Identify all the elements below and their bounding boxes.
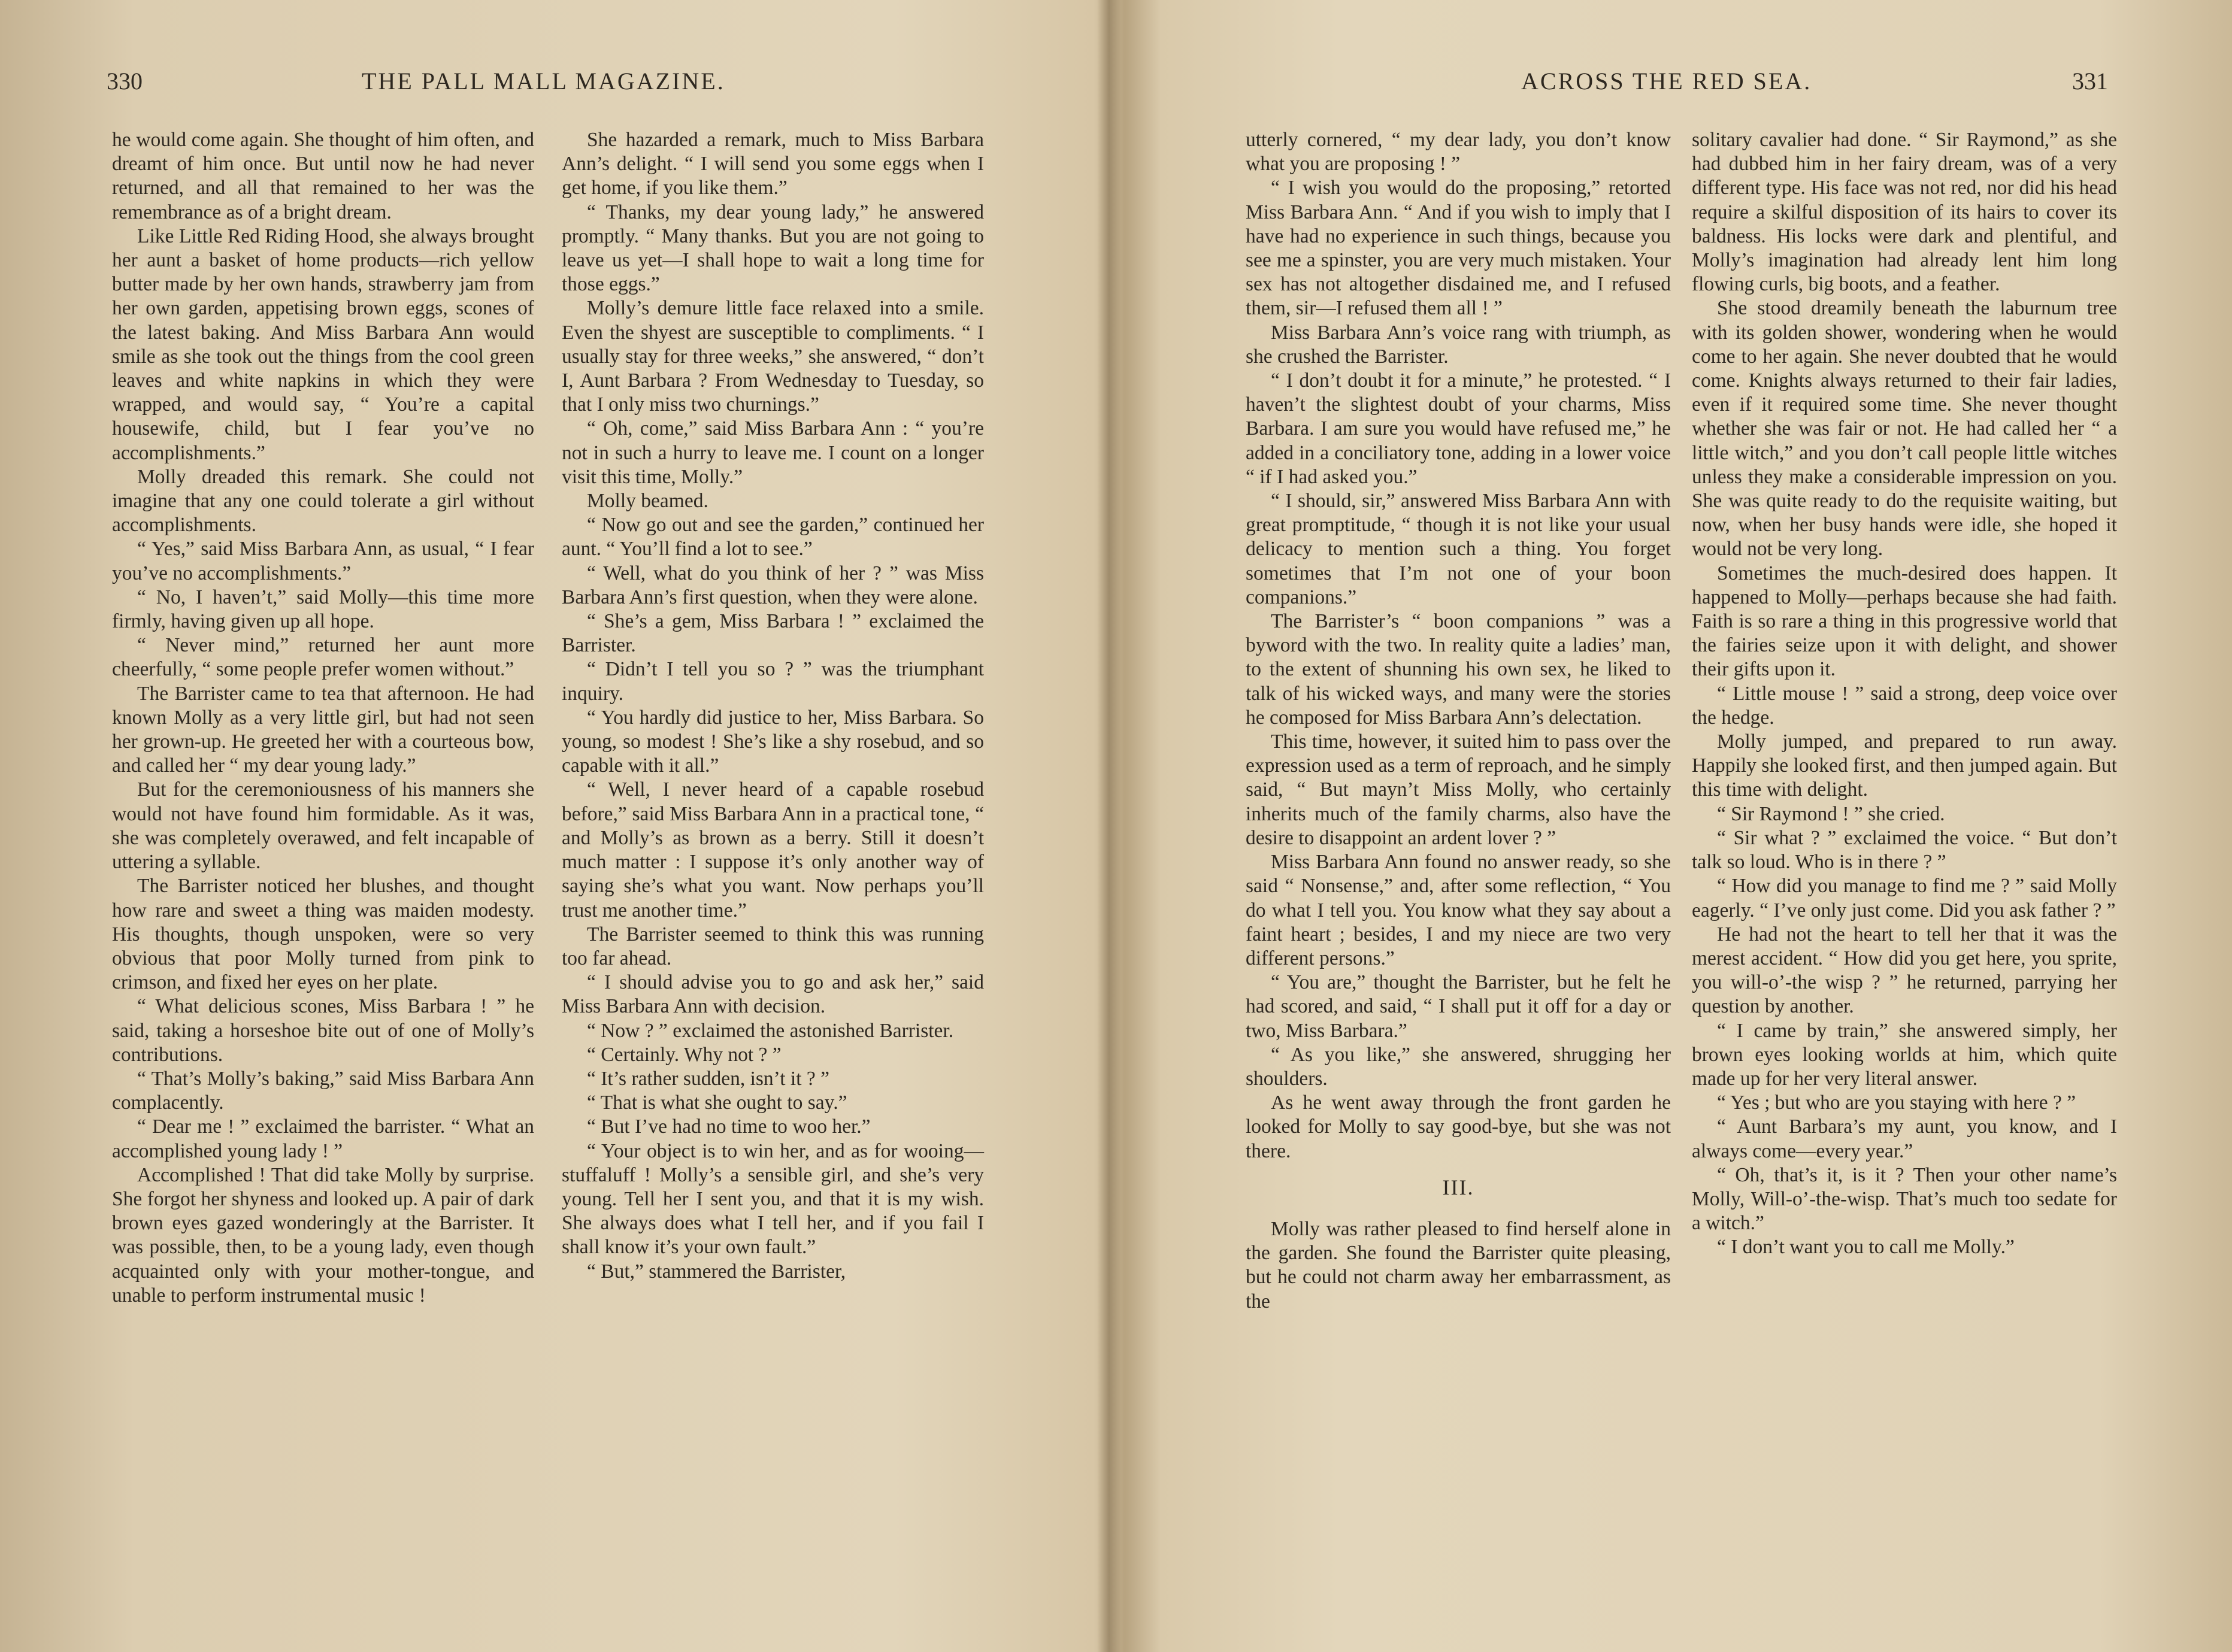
paragraph: Molly was rather pleased to find herself alone in the garden. She found the Barrister quite pleasing, but he could not charm away her embarrassment, as the bbox=[1246, 1217, 1671, 1312]
paragraph: “ As you like,” she answered, shrugging her shoulders. bbox=[1246, 1043, 1671, 1090]
right-column-1 bbox=[1246, 128, 1671, 1314]
paragraph: “ Now ? ” exclaimed the astonished Barrister. bbox=[587, 1019, 954, 1042]
paragraph: “ I should, sir,” answered Miss Barbara Ann with great promptitude, “ though it is not like your usual delicacy to mention such a thing. You forget sometimes that I’m not one of your boon companions.” bbox=[1246, 490, 1671, 608]
paragraph: He had not the heart to tell her that it was the merest accident. “ How did you get here, you sprite, you will-o’-the wisp ? ” he returned, parrying her question by another. bbox=[1692, 923, 2117, 1018]
paragraph: “ You are,” thought the Barrister, but he felt he had scored, and said, “ I shall put it off for a day or two, Miss Barbara.” bbox=[1246, 971, 1671, 1042]
paragraph: “ Didn’t I tell you so ? ” was the triumphant inquiry. bbox=[562, 658, 984, 705]
paragraph: Miss Barbara Ann’s voice rang with triumph, as she crushed the Barrister. bbox=[1246, 321, 1671, 368]
paragraph: “ Aunt Barbara’s my aunt, you know, and I always come—every year.” bbox=[1692, 1116, 2117, 1162]
paragraph: Molly’s demure little face relaxed into a smile. Even the shyest are susceptible to compliments. “ I usually stay for three weeks,” she answered, “ don’t I, Aunt Barbara ? From Wednesday to Tuesday, so that I only miss two churnings.” bbox=[562, 297, 984, 416]
paragraph: “ No, I haven’t,” said Molly—this time more firmly, having given up all hope. bbox=[112, 586, 534, 633]
paragraph: “ Sir Raymond ! ” she cried. bbox=[1717, 802, 1945, 825]
paragraph: Molly dreaded this remark. She could not imagine that any one could tolerate a girl without accomplishments. bbox=[112, 465, 534, 536]
page-number-left: 330 bbox=[107, 68, 143, 95]
paragraph: “ Now go out and see the garden,” continued her aunt. “ You’ll find a lot to see.” bbox=[562, 514, 984, 560]
paragraph: “ I came by train,” she answered simply, her brown eyes looking worlds at him, which quite made up for her very literal answer. bbox=[1692, 1019, 2117, 1090]
paragraph: But for the ceremoniousness of his manners she would not have found him formidable. As it was, she was completely overawed, and felt incapable of uttering a syllable. bbox=[112, 778, 534, 874]
paragraph: “ Little mouse ! ” said a strong, deep voice over the hedge. bbox=[1692, 682, 2117, 729]
paragraph: “ Oh, come,” said Miss Barbara Ann : “ you’re not in such a hurry to leave me. I count on a longer visit this time, Molly.” bbox=[562, 417, 984, 488]
paragraph: As he went away through the front garden he looked for Molly to say good-bye, but she was not there. bbox=[1246, 1092, 1671, 1162]
paragraph: utterly cornered, “ my dear lady, you don’t know what you are proposing ! ” bbox=[1246, 129, 1671, 175]
paragraph: “ She’s a gem, Miss Barbara ! ” exclaimed the Barrister. bbox=[562, 610, 984, 657]
paragraph: Sometimes the much-desired does happen. It happened to Molly—perhaps because she had faith. Faith is so rare a thing in this progressive world that the fairies seize upon it with delight, and shower their gifts upon it. bbox=[1692, 562, 2117, 681]
paragraph: “ I don’t want you to call me Molly.” bbox=[1717, 1236, 2015, 1259]
paragraph: “ I wish you would do the proposing,” retorted Miss Barbara Ann. “ And if you wish to imply that I have had no experience in such things, because you see me a spinster, you are very much mistaken. Your sex has not altogether disdained me, and I refused them, sir—I refused them all ! ” bbox=[1246, 177, 1671, 320]
paragraph: “ You hardly did justice to her, Miss Barbara. So young, so modest ! She’s like a shy rosebud, and so capable with it all.” bbox=[562, 706, 984, 777]
paragraph: “ That’s Molly’s baking,” said Miss Barbara Ann complacently. bbox=[112, 1067, 534, 1114]
paragraph: She hazarded a remark, much to Miss Barbara Ann’s delight. “ I will send you some eggs when I get home, if you like them.” bbox=[562, 129, 984, 199]
page-number-right: 331 bbox=[2072, 68, 2108, 95]
paragraph: “ Never mind,” returned her aunt more cheerfully, “ some people prefer women without.” bbox=[112, 634, 534, 681]
paragraph: “ Sir what ? ” exclaimed the voice. “ But don’t talk so loud. Who is in there ? ” bbox=[1692, 826, 2117, 874]
paragraph: Molly beamed. bbox=[587, 490, 708, 513]
paragraph: Accomplished ! That did take Molly by surprise. She forgot her shyness and looked up. A pair of dark brown eyes gazed wonderingly at the Barrister. It was possible, then, to be a young lady, even though acquainted only with your mother-tongue, and unable to perform instrumental music ! bbox=[112, 1163, 534, 1307]
paragraph: The Barrister came to tea that afternoon. He had known Molly as a very little girl, but had not seen her grown-up. He greeted her with a courteous bow, and called her “ my dear young lady.” bbox=[112, 682, 534, 777]
paragraph: “ But I’ve had no time to woo her.” bbox=[587, 1116, 871, 1138]
paragraph: Like Little Red Riding Hood, she always brought her aunt a basket of home products—rich yellow butter made by her own hands, strawberry jam from her own garden, appetising brown eggs, scones of the latest baking. And Miss Barbara Ann would smile as she took out the things from the cool green leaves and white napkins in which they were wrapped, and would say, “ You’re a capital housewife, child, but I fear you’ve no accomplishments.” bbox=[112, 225, 534, 464]
left-column-2 bbox=[562, 128, 984, 1284]
paragraph: The Barrister noticed her blushes, and thought how rare and sweet a thing was maiden modesty. His thoughts, though unspoken, were so very obvious that poor Molly turned from pink to crimson, and fixed her eyes on her plate. bbox=[112, 875, 534, 994]
paragraph: he would come again. She thought of him often, and dreamt of him once. But until now he had never returned, and all that remained to her was the remembrance as of a bright dream. bbox=[112, 129, 534, 223]
paragraph: “ What delicious scones, Miss Barbara ! ” he said, taking a horseshoe bite out of one of Molly’s contributions. bbox=[112, 995, 534, 1066]
paragraph: “ How did you manage to find me ? ” said Molly eagerly. “ I’ve only just come. Did you ask father ? ” bbox=[1692, 875, 2117, 922]
running-head-right: ACROSS THE RED SEA. bbox=[1521, 68, 1812, 95]
paragraph: “ Yes,” said Miss Barbara Ann, as usual, “ I fear you’ve no accomplishments.” bbox=[112, 538, 534, 584]
paragraph: “ Well, I never heard of a capable rosebud before,” said Miss Barbara Ann in a practical tone, “ and Molly’s as brown as a berry. Still it doesn’t much matter : I suppose it’s only another way of saying she’s what you want. Now perhaps you’ll trust me another time.” bbox=[562, 778, 984, 922]
paragraph: “ But,” stammered the Barrister, bbox=[587, 1260, 846, 1283]
paragraph: Miss Barbara Ann found no answer ready, so she said “ Nonsense,” and, after some reflection, “ You do what I tell you. You know what they say about a faint heart ; besides, I and my niece are two very different persons.” bbox=[1246, 851, 1671, 969]
section-heading: III. bbox=[1442, 1175, 1474, 1199]
left-page bbox=[0, 0, 1108, 1652]
paragraph: “ Yes ; but who are you staying with here ? ” bbox=[1717, 1092, 2076, 1114]
left-column-1 bbox=[112, 128, 534, 1308]
right-page bbox=[1126, 0, 2232, 1652]
paragraph: This time, however, it suited him to pass over the expression used as a term of reproach, and he simply said, “ But mayn’t Miss Molly, who certainly inherits much of the family charms, also have the desire to disappoint an ardent lover ? ” bbox=[1246, 730, 1671, 849]
paragraph: “ Certainly. Why not ? ” bbox=[587, 1043, 782, 1066]
paragraph: Molly jumped, and prepared to run away. Happily she looked first, and then jumped again. But this time with delight. bbox=[1692, 730, 2117, 801]
paragraph: solitary cavalier had done. “ Sir Raymond,” as she had dubbed him in her fairy dream, was of a very different type. His face was not red, nor did his head require a skilful disposition of its hairs to cover its baldness. His locks were dark and plentiful, and Molly’s imagination had already lent him long flowing curls, big boots, and a feather. bbox=[1692, 129, 2117, 296]
paragraph: The Barrister’s “ boon companions ” was a byword with the two. In reality quite a ladies’ man, to the extent of shunning his own sex, he liked to talk of his wicked ways, and many were the stories he composed for Miss Barbara Ann’s delectation. bbox=[1246, 610, 1671, 729]
paragraph: “ Thanks, my dear young lady,” he answered promptly. “ Many thanks. But you are not going to leave us yet—I shall hope to wait a long time for those eggs.” bbox=[562, 201, 984, 296]
running-head-left: THE PALL MALL MAGAZINE. bbox=[362, 68, 725, 95]
paragraph: “ It’s rather sudden, isn’t it ? ” bbox=[587, 1067, 829, 1090]
paragraph: “ Your object is to win her, and as for wooing—stuffaluff ! Molly’s a sensible girl, and she’s very young. Tell her I sent you, and that it is my wish. She always does what I tell her, and if you fail I shall know it’s your own fault.” bbox=[562, 1139, 984, 1259]
paragraph: “ I should advise you to go and ask her,” said Miss Barbara Ann with decision. bbox=[562, 971, 984, 1018]
right-column-2 bbox=[1692, 128, 2117, 1260]
paragraph: “ I don’t doubt it for a minute,” he protested. “ I haven’t the slightest doubt of your charms, Miss Barbara. I am sure you would have refused me,” he added in a conciliatory tone, adding in a lower voice “ if I had asked you.” bbox=[1246, 369, 1671, 488]
paragraph: She stood dreamily beneath the laburnum tree with its golden shower, wondering when he would come to her again. She never doubted that he would come. Knights always returned to their fair ladies, even if it required some time. She never thought whether she was fair or not. He had called her “ a little witch,” and you don’t call people little witches unless they make a considerable impression on you. She was quite ready to do the requisite waiting, but now, when her busy hands were idle, she hoped it would not be very long. bbox=[1692, 297, 2117, 560]
paragraph: “ Oh, that’s it, is it ? Then your other name’s Molly, Will-o’-the-wisp. That’s much too sedate for a witch.” bbox=[1692, 1163, 2117, 1235]
paragraph: “ That is what she ought to say.” bbox=[587, 1092, 847, 1114]
paragraph: The Barrister seemed to think this was running too far ahead. bbox=[562, 923, 984, 969]
paragraph: “ Well, what do you think of her ? ” was Miss Barbara Ann’s first question, when they were alone. bbox=[562, 562, 984, 608]
paragraph: “ Dear me ! ” exclaimed the barrister. “ What an accomplished young lady ! ” bbox=[112, 1116, 534, 1162]
